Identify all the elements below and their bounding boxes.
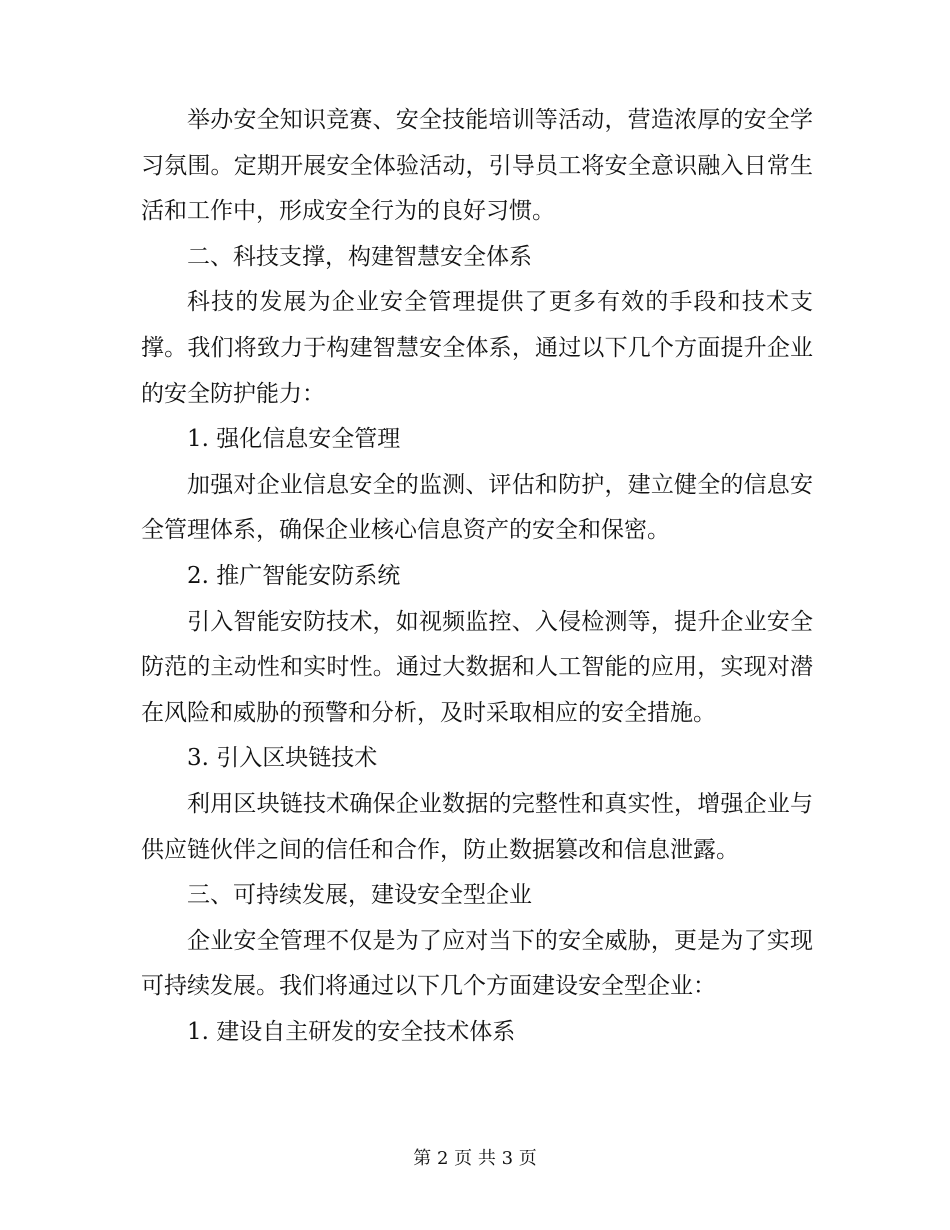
- paragraph-sustainable-intro: 企业安全管理不仅是为了应对当下的安全威胁，更是为了实现可持续发展。我们将通过以下几个方面建设安全型企业：: [141, 927, 813, 1000]
- section-heading-tech-support: 二、科技支撑，构建智慧安全体系: [187, 243, 532, 270]
- paragraph-training-activities: 举办安全知识竞赛、安全技能培训等活动，营造浓厚的安全学习氛围。定期开展安全体验活动，引导员工将安全意识融入日常生活和工作中，形成安全行为的良好习惯。: [141, 107, 813, 225]
- section-heading-sustainable: 三、可持续发展，建设安全型企业: [187, 882, 532, 909]
- item-heading-info-security: 1. 强化信息安全管理: [187, 426, 401, 453]
- item-heading-smart-security: 2. 推广智能安防系统: [187, 562, 401, 589]
- paragraph-info-security: 加强对企业信息安全的监测、评估和防护，建立健全的信息安全管理体系，确保企业核心信息资产的安全和保密。: [141, 471, 813, 544]
- paragraph-tech-intro: 科技的发展为企业安全管理提供了更多有效的手段和技术支撑。我们将致力于构建智慧安全体系，通过以下几个方面提升企业的安全防护能力：: [141, 289, 813, 407]
- paragraph-blockchain: 利用区块链技术确保企业数据的完整性和真实性，增强企业与供应链伙伴之间的信任和合作，防止数据篡改和信息泄露。: [141, 790, 813, 863]
- page-number-footer: 第 2 页 共 3 页: [413, 1148, 537, 1169]
- document-body: [141, 98, 813, 1055]
- item-heading-blockchain: 3. 引入区块链技术: [187, 745, 378, 772]
- item-heading-rnd-system: 1. 建设自主研发的安全技术体系: [187, 1018, 516, 1045]
- paragraph-smart-security: 引入智能安防技术，如视频监控、入侵检测等，提升企业安全防范的主动性和实时性。通过大数据和人工智能的应用，实现对潜在风险和威胁的预警和分析，及时采取相应的安全措施。: [141, 608, 813, 726]
